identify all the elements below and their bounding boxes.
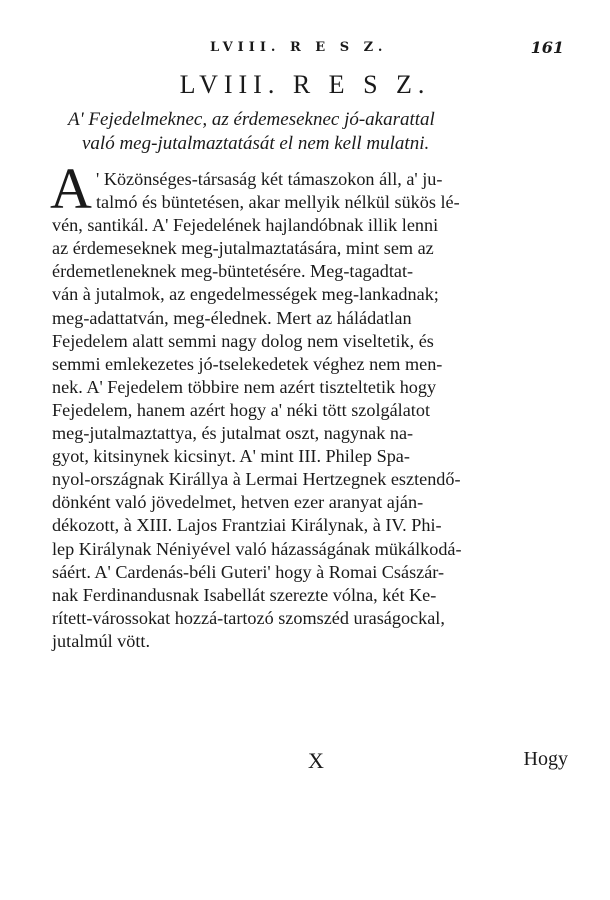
running-head [0, 40, 610, 64]
text-line: dékozott, à XIII. Lajos Frantziai Királynak, à IV. Phi- [52, 515, 442, 536]
running-head-title: LVIII. R E S Z. [210, 40, 388, 55]
text-line: dönként való jövedelmet, hetven ezer aranyat aján- [52, 492, 424, 513]
text-line: jutalmúl vött. [52, 630, 151, 651]
text-line: Fejedelem, hanem azért hogy a' néki tött szolgálatot [52, 399, 431, 420]
text-line: nak Ferdinandusnak Isabellát szerezte vólna, két Ke- [52, 584, 437, 605]
text-line: sáért. A' Cardenás-béli Guteri' hogy à Romai Császár- [52, 561, 445, 582]
subtitle-line: A' Fejedelmeknec, az érdemeseknec jó-akarattal [68, 109, 435, 130]
text-line: talmó és büntetésen, akar mellyik nélkül sükös lé- [96, 192, 460, 213]
page-footer [0, 748, 610, 778]
signature-mark: X [308, 748, 324, 773]
chapter-title: LVIII. R E S Z. [179, 70, 431, 99]
drop-cap: A [50, 156, 92, 221]
text-line: ' Közönséges-társaság két támaszokon áll, a' ju- [96, 169, 443, 189]
text-line: semmi emlekezetes jó-tselekedetek véghez nem men- [52, 353, 443, 374]
subtitle-line: való meg-jutalmaztatását el nem kell mulatni. [82, 133, 430, 154]
catchword: Hogy [523, 748, 568, 770]
text-line: nyol-országnak Királlya à Lermai Hertzegnek esztendő- [52, 469, 461, 490]
text-line: lep Királynak Néniyével való házasságának mükálkodá- [52, 538, 462, 559]
text-line: nek. A' Fejedelem többire nem azért tiszteltetik hogy [52, 376, 437, 397]
page-number: 161 [530, 38, 564, 57]
text-line: meg-jutalmaztattya, és jutalmat oszt, nagynak na- [52, 423, 414, 444]
text-line: rített-várossokat hozzá-tartozó szomszéd uraságockal, [52, 607, 445, 628]
text-line: ván à jutalmok, az engedelmességek meg-lankadnak; [52, 284, 439, 305]
text-line: érdemetleneknek meg-büntetésére. Meg-tagadtat- [52, 261, 414, 282]
text-line: vén, santikál. A' Fejedelének hajlandóbnak illik lenni [52, 215, 439, 236]
text-line: az érdemeseknek meg-jutalmaztatására, mint sem az [52, 238, 434, 259]
text-line: gyot, kitsinynek kicsinyt. A' mint III. Philep Spa- [52, 446, 410, 467]
body-text [52, 168, 572, 653]
chapter-subtitle [60, 108, 570, 156]
text-line: meg-adattatván, meg-élednek. Mert az háládatlan [52, 307, 412, 328]
text-line: Fejedelem alatt semmi nagy dolog nem viseltetik, és [52, 330, 434, 351]
